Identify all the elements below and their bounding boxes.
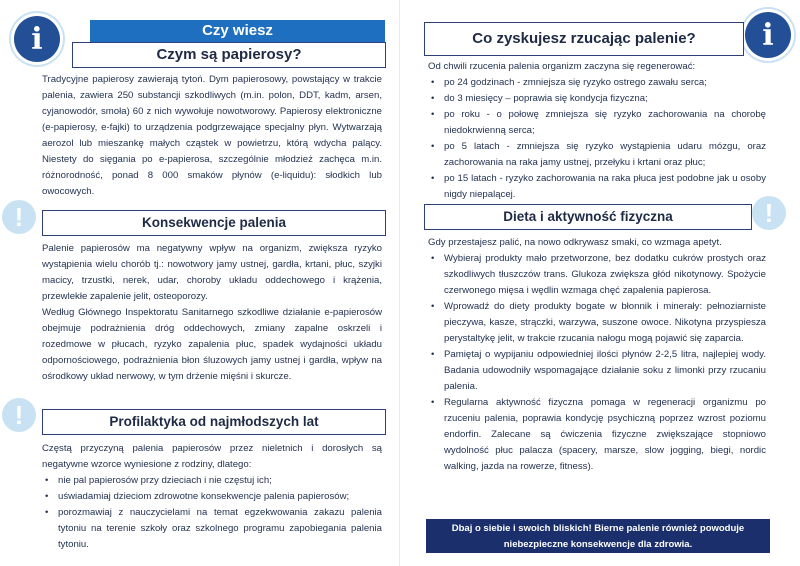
list-item: • po 15 latach - ryzyko zachorowania na raka płuca jest podobne jak u osoby nigdy niepalącej. (428, 171, 766, 203)
section-title-prevention: Profilaktyka od najmłodszych lat (42, 409, 386, 435)
section-text-consequences (42, 241, 382, 385)
section-title-what-are-cigarettes: Czym są papierosy? (72, 42, 386, 68)
section-title-consequences: Konsekwencje palenia (42, 210, 386, 236)
exclamation-icon: ! (2, 200, 36, 234)
benefits-list (428, 75, 766, 203)
list-item: • po 5 latach - zmniejsza się ryzyko wystąpienia udaru mózgu, oraz zachorowania na raka jamy ustnej, przełyku i krtani oraz płuc; (428, 139, 766, 171)
list-item: • Regularna aktywność fizyczna pomaga w regeneracji organizmu po rzuceniu palenia, poprawia kondycję psychiczną poprzez wzrost poziomu endorfin. Zalecane są ćwiczenia fizyczne zwiększające stopniowo wydolność płuc palacza (spacery, marsze, slow jogging, biegi, nordic walking, jazda na rowerze, fitness). (428, 395, 766, 475)
exclamation-icon: ! (2, 398, 36, 432)
list-item: • Wprowadź do diety produkty bogate w błonnik i minerały: pełnoziarniste pieczywa, kasze, strączki, warzywa, suszone owoce. Nikotyna przyspiesza perystaltykę jelit, w trakcie rzucania nałogu mogą pojawić się zaparcia. (428, 299, 766, 347)
section-intro-prevention: Częstą przyczyną palenia papierosów przez nieletnich i dorosłych są negatywne wzorce wyniesione z rodziny, dlatego: (42, 443, 382, 470)
list-item: • do 3 miesięcy – poprawia się kondycja fizyczna; (428, 91, 766, 107)
list-item: • Wybieraj produkty mało przetworzone, bez dodatku cukrów prostych oraz szkodliwych tłuszczów trans. Glukoza zwiększa głód nikotynowy. Spożycie czerwonego mięsa i wędlin wzmaga chęć zapalenia papierosa. (428, 251, 766, 299)
info-icon: i (745, 12, 791, 58)
section-intro-diet: Gdy przestajesz palić, na nowo odkrywasz smaki, co wzmaga apetyt. (428, 237, 722, 248)
list-item: • po 24 godzinach - zmniejsza się ryzyko ostrego zawału serca; (428, 75, 766, 91)
section-intro-benefits: Od chwili rzucenia palenia organizm zaczyna się regenerować: (428, 61, 696, 72)
list-item: • porozmawiaj z nauczycielami na temat egzekwowania zakazu palenia tytoniu na terenie szkoły oraz szkolnego programu zapobiegania palenia tytoniu. (42, 505, 382, 553)
section-text-what-are-cigarettes: Tradycyjne papierosy zawierają tytoń. Dym papierosowy, powstający w trakcie palenia, zawiera 250 substancji szkodliwych (m.in. polon, DDT, kadm, arsen, cyjanowodór, smoła) 60 z nich wywołuje nowotworowy. Papierosy elektroniczne (e-papierosy, e-fajki) to urządzenia podgrzewające specjalny płyn. Wytwarzają aerozol lub mieszankę małych cząstek w powietrzu, którą wdycha palący. Niestety do sięgania po e-papierosa, szczególnie młodzież zachęca m.in. różnorodność, ponad 8 000 smaków płynów (e-liquidu): słodkich lub owocowych. (42, 74, 382, 197)
list-item: • uświadamiaj dzieciom zdrowotne konsekwencje palenia papierosów; (42, 489, 382, 505)
exclamation-icon: ! (752, 196, 786, 230)
prevention-list (42, 473, 382, 553)
footer-banner: Dbaj o siebie i swoich bliskich! Bierne palenie również powoduje niebezpieczne konsekwencje dla zdrowia. (426, 519, 770, 553)
section-title-benefits: Co zyskujesz rzucając palenie? (424, 22, 744, 56)
diet-list (428, 251, 766, 475)
did-you-know-banner: Czy wiesz (90, 20, 385, 42)
consequences-paragraph-1: Palenie papierosów ma negatywny wpływ na organizm, zwiększa ryzyko wystąpienia wielu chorób tj.: nowotwory jamy ustnej, gardła, krtani, płuc, szyjki macicy, trzustki, nerek, udar, choroby układu oddechowego i krążenia, przewlekłe zapalenie jelit, osteoporozy. (42, 243, 382, 302)
list-item: • nie pal papierosów przy dzieciach i nie częstuj ich; (42, 473, 382, 489)
list-item: • Pamiętaj o wypijaniu odpowiedniej ilości płynów 2-2,5 litra, najlepiej wody. Badania udowodniły wspomagające działanie soku z limonki przy rzucaniu palenia. (428, 347, 766, 395)
section-title-diet: Dieta i aktywność fizyczna (424, 204, 752, 230)
list-item: • po roku - o połowę zmniejsza się ryzyko zachorowania na chorobę niedokrwienną serca; (428, 107, 766, 139)
info-icon: i (14, 16, 60, 62)
consequences-paragraph-2: Według Głównego Inspektoratu Sanitarnego szkodliwe działanie e-papierosów obejmuje podrażnienia dróg oddechowych, zmiany zapalne oskrzeli i rozedmowe w płucach, ryzyko zapalenia płuc, spadek wydajności układu odpornościowego, podrażnienia błon śluzowych jamy ustnej i gardła, wpływ na ośrodkowy układ nerwowy, w tym drżenie mięśni i skurcze. (42, 307, 382, 382)
